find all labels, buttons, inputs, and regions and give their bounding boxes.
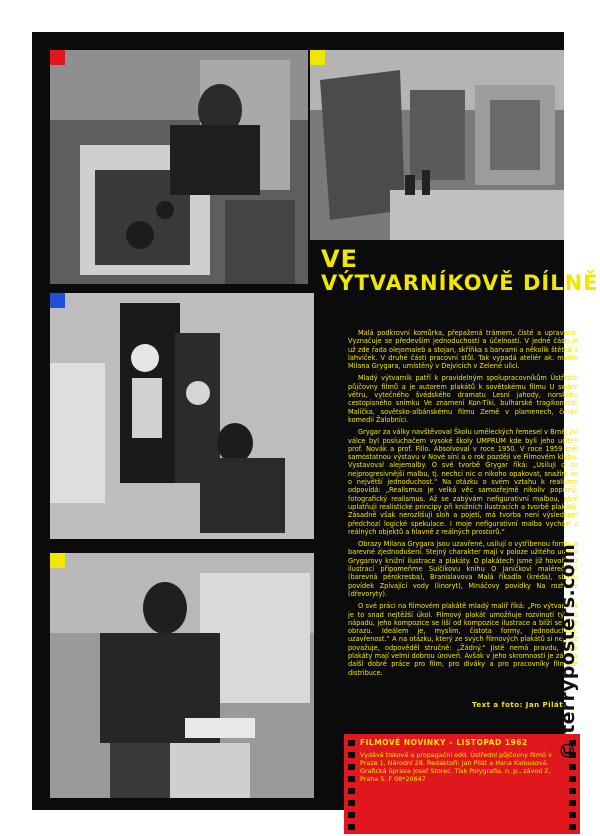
film-perforation xyxy=(569,776,576,782)
filmstrip-colophon xyxy=(344,734,580,834)
film-perforation xyxy=(348,776,355,782)
watermark: © terryposters.com xyxy=(557,543,579,760)
film-perforation xyxy=(348,812,355,818)
film-perforation xyxy=(569,812,576,818)
blue-accent-square xyxy=(50,293,65,308)
article-paragraph: Obrazy Milana Grygara jsou uzavřené, usilují o vytříbenou formu a barevné zjednodušení. Stejný charakter mají v poloze užitého umění Grygarovy knižní ilustrace a plakáty. O plakátech jsme již hovořili, z ilustrací připomeňme Sulčíkovu knihu O Janíčkovi malérečkovi (barevná pérokresba), Branislavova Malá říkadla (kréda), sbírku povídek Zpívající vody (linoryt), Mináčovy povídky Na rozhraní (dřevoryty). xyxy=(348,540,578,598)
film-perforation xyxy=(569,788,576,794)
filmstrip-body: Vydává tiskové a propagační odd. Ústřední půjčovny filmů v Praze 1, Národní 28. Redaktoři: Jan Pilát a Hana Kalousová. Grafická úprava Josef Storec. Tisk Polygrafia, n. p., závod 2, Praha 5. F 08*20647 xyxy=(360,751,552,783)
film-perforation xyxy=(348,800,355,806)
yellow-accent-square-bottom xyxy=(50,553,65,568)
article-paragraph: Mladý výtvarník patří k pravidelným spolupracovníkům Ústřední půjčovny filmů a je autorem plakátů k sovětskému filmu U sedmi větru, vytečného švédského dramatu Lesní jahody, norského cestopisného snímku Ve znamení Kon-Tiki, bulharské tragikomedii Malíčka, sovětsko-albánskému filmu Země v plamenech, české komedii Žalobníci. xyxy=(348,374,578,424)
yellow-accent-square xyxy=(310,50,325,65)
film-perforation xyxy=(348,764,355,770)
film-perforation xyxy=(569,764,576,770)
photo-studio-interior xyxy=(310,50,564,240)
headline-line-2: VÝTVARNÍKOVĚ DÍLNĚ xyxy=(321,271,599,295)
headline-line-1: VE xyxy=(321,245,358,273)
photo-artist-holding-canvas xyxy=(50,50,308,284)
article-body xyxy=(348,329,578,681)
article-headline xyxy=(321,245,599,295)
film-perforation xyxy=(569,800,576,806)
film-perforation xyxy=(348,824,355,830)
film-perforation xyxy=(348,788,355,794)
filmstrip-title: FILMOVÉ NOVINKY – LISTOPAD 1962 xyxy=(360,738,528,747)
photo-artist-working-on-floor xyxy=(50,553,314,798)
red-accent-square xyxy=(50,50,65,65)
film-perforation xyxy=(348,752,355,758)
article-paragraph: Grygar za války navštěvoval Školu uměleckých řemesel v Brně, po válce byl posluchačem vysoké školy UMPRUM kde byli jeho učiteli prof. Novák a prof. Fillo. Absolvoval v roce 1950. V roce 1959 měl samostatnou výstavu v Nové síni a o rok později ve Filmovém klubu. Vystavoval alejemalby. O své tvorbě Grygar říká: „Usiluji o co nejprogresivnější malbu, tj. nechci nic o nikoho opakovat, snažím se o největší jednoduchost.“ Na otázku o svém vztahu k realismu odpovídá: „Realismus je velká věc samozřejmě nikoliv popisný, fotografický realismus. Až se zabývám nefigurativní malbou, plně uplatňuji realistické principy při knižních ilustracích a tvorbě plakátů. Zásadně však nerozlišuji sloh a pojetí, má tvorba není výsledkem předchozí logické spekulace. I moje nefigurativní malba vychází z reálných objektů a hlavně z reálných prostorů.“ xyxy=(348,428,578,536)
photo-artist-at-poster-wall xyxy=(50,293,314,539)
film-perforation xyxy=(569,824,576,830)
article-paragraph: Malá podkrovní komůrka, přepažená trámem, čisté a upravené. Vyznačuje se především jednoduchostí a účelností. V jedné části je už zde řada olejomaleb a stojan, skříňka s barvami a několik štětců a lahviček. V druhé části pracovní stůl. Tak vypadá ateliér ak. malíře Milana Grygara, umístěný v Dejvicích v Zelené ulici. xyxy=(348,329,578,371)
photo-credit: Text a foto: Jan Pilát xyxy=(472,701,564,709)
article-paragraph: O své práci na filmovém plakátě mladý malíř říká: „Pro výtvarníka je to snad nejtěžší úkol. Filmový plakát umožňuje rozvinutí týlu o nápadu, jeho kompozice se liší od kompozice ilustrace a blíží se více obrazu. Ideálem je, myslím, čistota formy, jednoduchost, uzavřenost.“ A na otázku, který ze svých filmových plakátů si nejvíce považuje, odpověděl stručně: „Žádný.“ Jistě nemá pravdu, jeho plakáty mají velmi dobrou úroveň. Avšak v jeho skromnosti je záruka další dobré práce pro film, pro diváky a pro pracovníky filmové distribuce. xyxy=(348,602,578,677)
film-perforation xyxy=(348,740,355,746)
